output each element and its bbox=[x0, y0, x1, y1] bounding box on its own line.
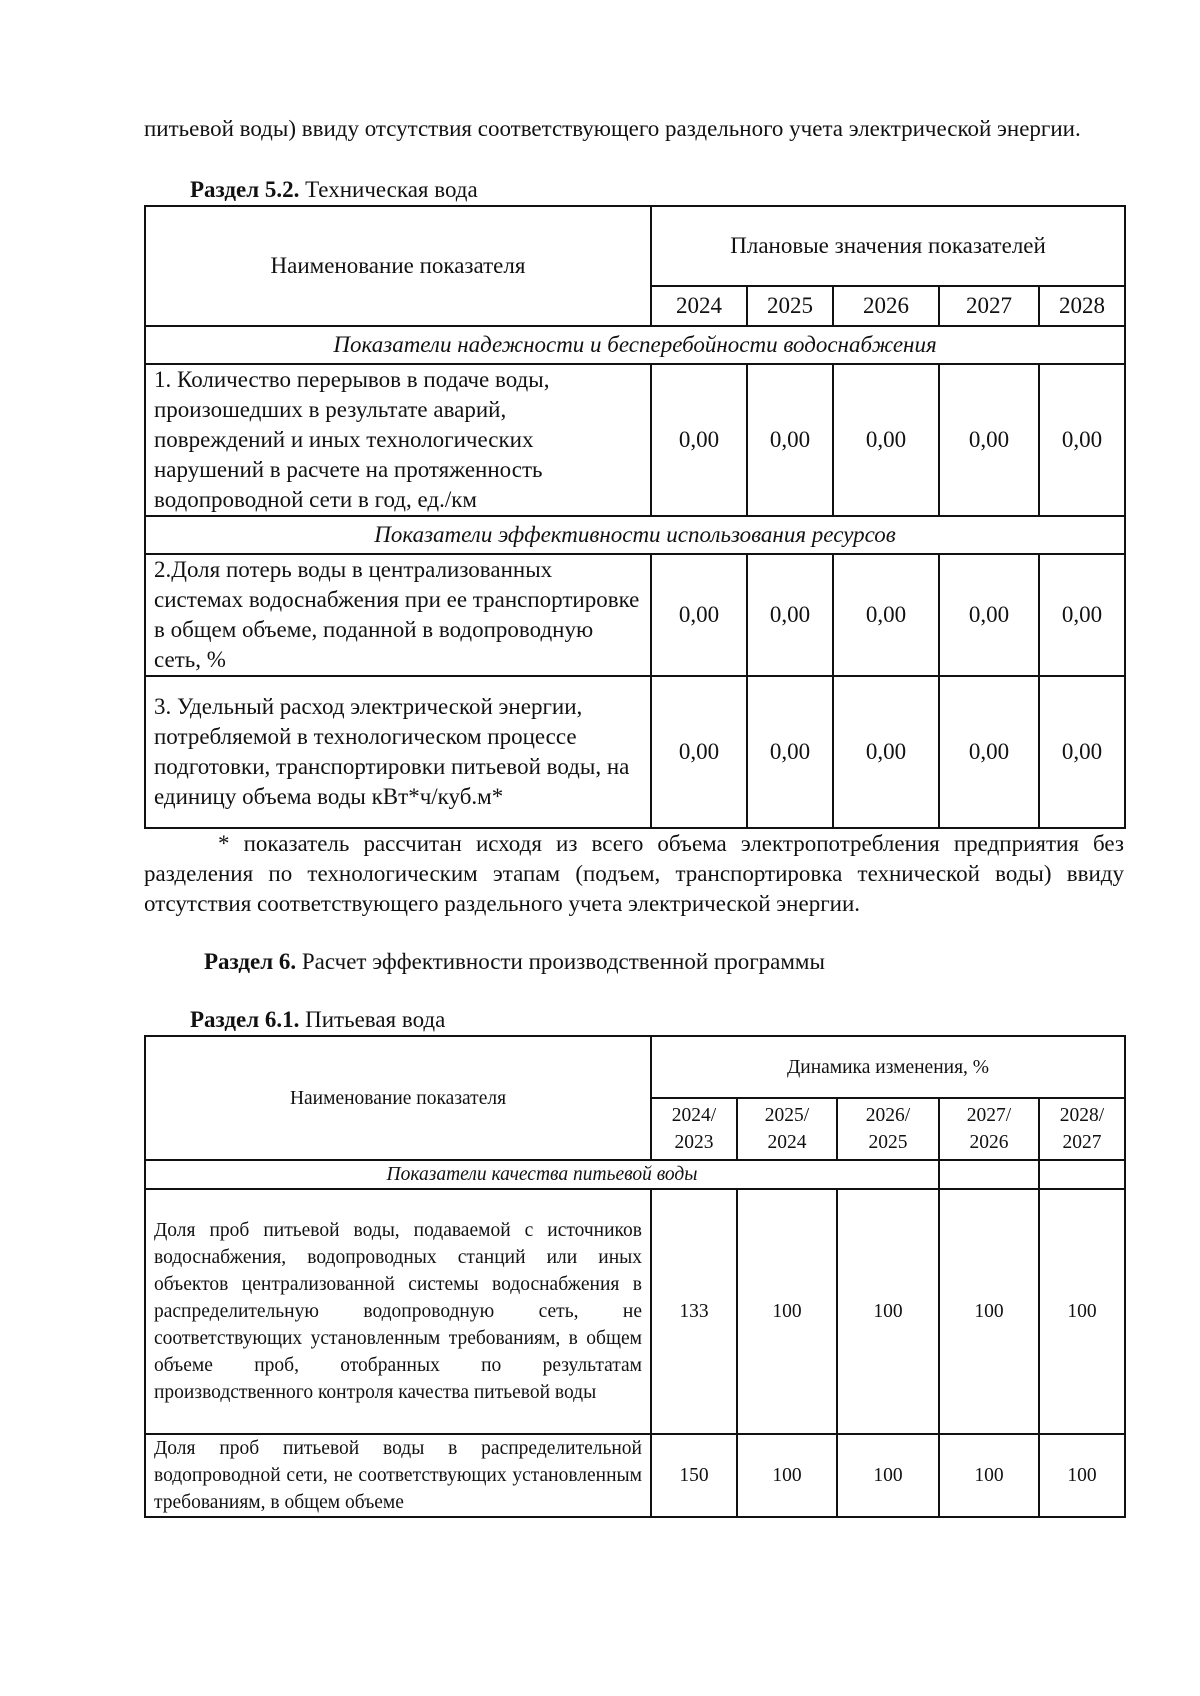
group-efficiency: Показатели эффективности использования ресурсов bbox=[145, 516, 1125, 554]
year-header: 2028 bbox=[1039, 286, 1125, 326]
period-header: 2028/ 2027 bbox=[1039, 1098, 1125, 1160]
section-6-1-name: Питьевая вода bbox=[299, 1007, 446, 1032]
header-planned-values: Плановые значения показателей bbox=[651, 206, 1125, 286]
section-5-2-title bbox=[144, 175, 1124, 205]
row-value: 0,00 bbox=[651, 676, 747, 828]
header-indicator-name-2: Наименование показателя bbox=[145, 1036, 651, 1160]
row-value: 100 bbox=[837, 1434, 939, 1517]
row-value: 100 bbox=[939, 1189, 1039, 1434]
row-value: 0,00 bbox=[651, 364, 747, 516]
row-value: 133 bbox=[651, 1189, 737, 1434]
year-header: 2027 bbox=[939, 286, 1039, 326]
group-reliability: Показатели надежности и бесперебойности водоснабжения bbox=[145, 326, 1125, 364]
row-value: 100 bbox=[939, 1434, 1039, 1517]
row-value: 150 bbox=[651, 1434, 737, 1517]
row-value: 0,00 bbox=[833, 554, 939, 676]
drinking-water-table bbox=[144, 1035, 1126, 1518]
row-value: 0,00 bbox=[747, 364, 833, 516]
row-value: 100 bbox=[737, 1434, 837, 1517]
year-header: 2026 bbox=[833, 286, 939, 326]
row-value: 0,00 bbox=[1039, 554, 1125, 676]
empty-cell bbox=[1039, 1160, 1125, 1189]
row-value: 100 bbox=[1039, 1434, 1125, 1517]
section-6-title bbox=[144, 947, 1124, 977]
section-6-name: Расчет эффективности производственной программы bbox=[296, 949, 825, 974]
row-losses-name: 2.Доля потерь воды в централизованных системах водоснабжения при ее транспортировке в общем объеме, поданной в водопроводную сеть, % bbox=[145, 554, 651, 676]
section-6-1-title bbox=[144, 1005, 1124, 1035]
footnote: * показатель рассчитан исходя из всего объема электропотребления предприятия без разделения по технологическим этапам (подъем, транспортировка технической воды) ввиду отсутствия соответствующего раздельного учета электрической энергии. bbox=[144, 831, 1124, 916]
section-6-number: Раздел 6. bbox=[204, 949, 297, 974]
row-value: 0,00 bbox=[651, 554, 747, 676]
table-row bbox=[145, 1434, 1125, 1517]
row-samples-sources-name: Доля проб питьевой воды, подаваемой с источников водоснабжения, водопроводных станций или иных объектов централизованной системы водоснабжения в распределительную водопроводную сеть, не соответствующих установленным требованиям, в общем объеме проб, отобранных по результатам производственного контроля качества питьевой воды bbox=[145, 1189, 651, 1434]
period-header: 2024/ 2023 bbox=[651, 1098, 737, 1160]
row-samples-network-name bbox=[145, 1434, 651, 1517]
period-header: 2027/ 2026 bbox=[939, 1098, 1039, 1160]
header-indicator-name: Наименование показателя bbox=[145, 206, 651, 326]
period-header: 2026/ 2025 bbox=[837, 1098, 939, 1160]
row-energy-name: 3. Удельный расход электрической энергии, потребляемой в технологическом процессе подготовки, транспортировки питьевой воды, на единицу объема воды кВт*ч/куб.м* bbox=[145, 676, 651, 828]
period-header: 2025/ 2024 bbox=[737, 1098, 837, 1160]
row-samples-network-text: Доля проб питьевой воды в распределительной водопроводной сети, не соответствующих установленным требованиям, в общем объеме bbox=[154, 1438, 642, 1513]
row-value: 0,00 bbox=[939, 676, 1039, 828]
table-row bbox=[145, 676, 1125, 828]
document-page bbox=[144, 112, 1124, 1518]
row-value: 0,00 bbox=[833, 676, 939, 828]
row-value: 0,00 bbox=[747, 676, 833, 828]
section-5-2-number: Раздел 5.2. bbox=[190, 177, 300, 202]
year-header: 2025 bbox=[747, 286, 833, 326]
row-value: 100 bbox=[737, 1189, 837, 1434]
year-header: 2024 bbox=[651, 286, 747, 326]
row-value: 100 bbox=[837, 1189, 939, 1434]
group-quality: Показатели качества питьевой воды bbox=[145, 1160, 939, 1189]
row-value: 0,00 bbox=[747, 554, 833, 676]
section-5-2-name: Техническая вода bbox=[299, 177, 478, 202]
row-value: 0,00 bbox=[833, 364, 939, 516]
row-value: 0,00 bbox=[939, 554, 1039, 676]
row-interruptions-name: 1. Количество перерывов в подаче воды, произошедших в результате аварий, повреждений и иных технологических нарушений в расчете на протяженность водопроводной сети в год, ед./км bbox=[145, 364, 651, 516]
technical-water-table bbox=[144, 205, 1126, 829]
table-row bbox=[145, 554, 1125, 676]
empty-cell bbox=[939, 1160, 1039, 1189]
table-row bbox=[145, 1189, 1125, 1434]
row-value: 100 bbox=[1039, 1189, 1125, 1434]
header-dynamics: Динамика изменения, % bbox=[651, 1036, 1125, 1098]
table-row bbox=[145, 364, 1125, 516]
row-value: 0,00 bbox=[1039, 676, 1125, 828]
row-value: 0,00 bbox=[939, 364, 1039, 516]
row-value: 0,00 bbox=[1039, 364, 1125, 516]
intro-paragraph: питьевой воды) ввиду отсутствия соответствующего раздельного учета электрической энергии. bbox=[144, 116, 1081, 141]
section-6-1-number: Раздел 6.1. bbox=[190, 1007, 300, 1032]
